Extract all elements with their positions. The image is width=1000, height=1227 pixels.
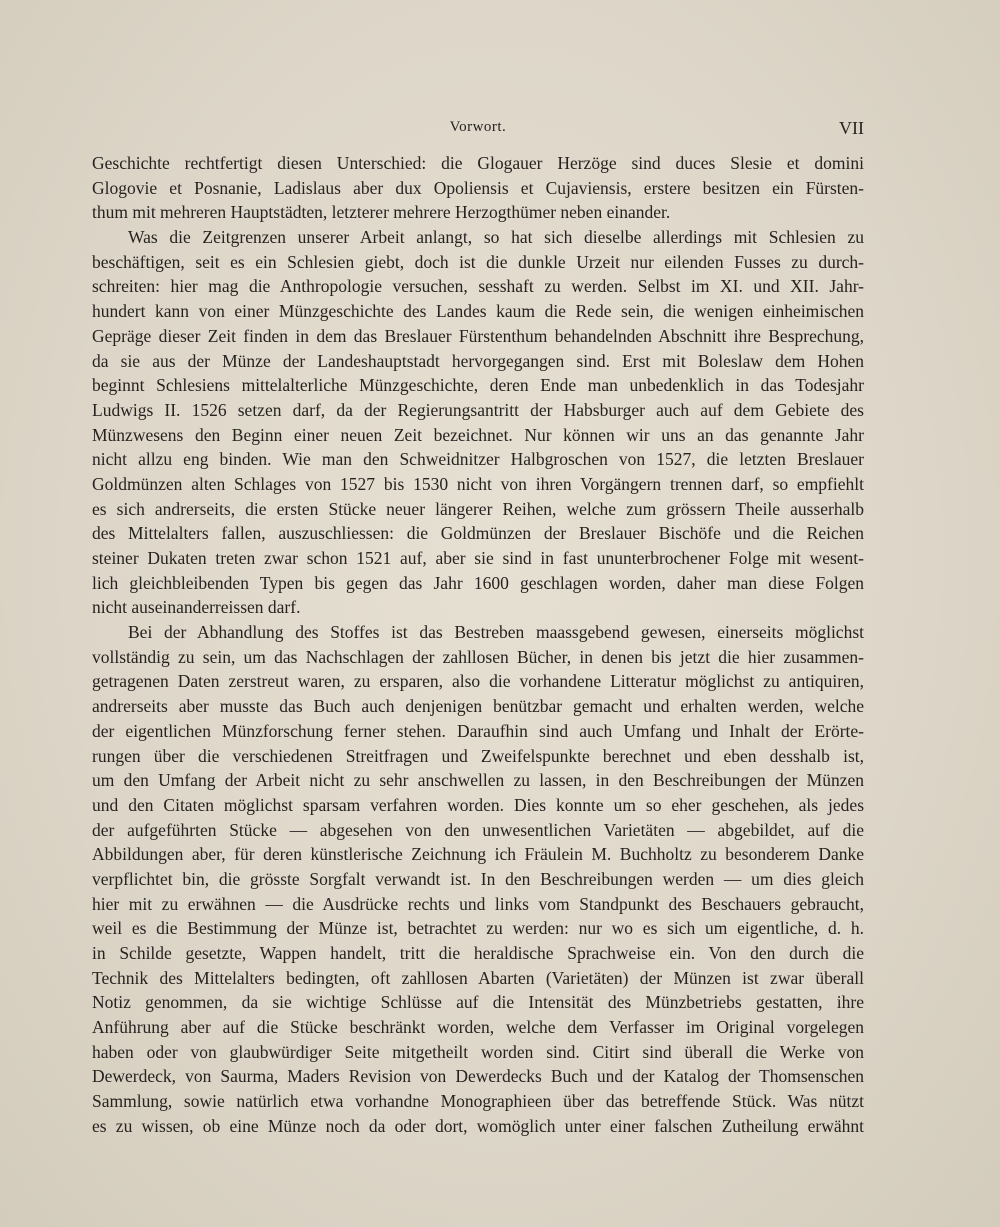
text-line: Dewerdeck, von Saurma, Maders Revision von Dewerdecks Buch und der Katalog der Thomsenschen [92,1066,864,1087]
text-line: lich gleichbleibenden Typen bis gegen das Jahr 1600 geschlagen worden, daher man diese Folgen [92,572,864,593]
page-header [92,119,864,141]
text-line: rungen über die verschiedenen Streitfragen und Zweifelspunkte berechnet und eben desshalb ist, [92,745,864,766]
text-line: Bei der Abhandlung des Stoffes ist das Bestreben maassgebend gewesen, einerseits möglichst [128,622,864,643]
text-line: es zu wissen, ob eine Münze noch da oder dort, womöglich unter einer falschen Zutheilung erwähnt [92,1115,864,1136]
text-line: der eigentlichen Münzforschung ferner stehen. Daraufhin sind auch Umfang und Inhalt der Erörte- [92,720,864,741]
text-line: andrerseits aber musste das Buch auch denjenigen benützbar gemacht und erhalten werden, welche [92,696,864,717]
text-line: Was die Zeitgrenzen unserer Arbeit anlangt, so hat sich dieselbe allerdings mit Schlesien zu [128,227,864,248]
text-line: Goldmünzen alten Schlages von 1527 bis 1530 nicht von ihren Vorgängern trennen darf, so empfiehlt [92,473,864,494]
text-line: getragenen Daten zerstreut waren, zu ersparen, also die vorhandene Litteratur möglichst zu antiquiren, [92,671,864,692]
text-line: hundert kann von einer Münzgeschichte des Landes kaum die Rede sein, die wenigen einheimischen [92,301,864,322]
text-line: Abbildungen aber, für deren künstlerische Zeichnung ich Fräulein M. Buchholtz zu besonderem Danke [92,844,864,865]
text-line: Sammlung, sowie natürlich etwa vorhandne Monographieen über das betreffende Stück. Was nützt [92,1091,864,1112]
text-line: schreiten: hier mag die Anthropologie versuchen, sesshaft zu werden. Selbst im XI. und XII. Jahr- [92,276,864,297]
text-line: beschäftigen, seit es ein Schlesien giebt, doch ist die dunkle Urzeit nur eilenden Fusses zu durch- [92,251,864,272]
body-text [92,151,864,1139]
text-line: Technik des Mittelalters bedingten, oft zahllosen Abarten (Varietäten) der Münzen ist zwar überall [92,967,864,988]
text-line: Geschichte rechtfertigt diesen Unterschied: die Glogauer Herzöge sind duces Slesie et domini [92,153,864,173]
text-line: in Schilde gesetzte, Wappen handelt, tritt die heraldische Sprachweise ein. Von den durch die [92,943,864,963]
text-line: Notiz genommen, da sie wichtige Schlüsse auf die Intensität des Münzbetriebs gestatten, ihre [92,992,864,1013]
text-line: thum mit mehreren Hauptstädten, letzterer mehrere Herzogthümer neben einander. [92,202,671,223]
text-line: nicht auseinanderreissen darf. [92,597,301,618]
text-line: nicht allzu eng binden. Wie man den Schweidnitzer Halbgroschen von 1527, die letzten Breslauer [92,449,864,470]
text-line: verpflichtet bin, die grösste Sorgfalt verwandt ist. In den Beschreibungen werden — um dies gleich [92,868,864,889]
text-line: um den Umfang der Arbeit nicht zu sehr anschwellen zu lassen, in den Beschreibungen der Münzen [92,770,864,791]
text-line: Glogovie et Posnanie, Ladislaus aber dux Opoliensis et Cujaviensis, erstere besitzen ein Fürsten- [92,177,864,198]
text-line: vollständig zu sein, um das Nachschlagen der zahllosen Bücher, in denen bis jetzt die hier zusammen- [92,646,864,667]
text-line: der aufgeführten Stücke — abgesehen von den unwesentlichen Varietäten — abgebildet, auf die [92,819,864,840]
text-line: hier mit zu erwähnen — die Ausdrücke rechts und links vom Standpunkt des Beschauers gebraucht, [92,893,864,914]
text-line: beginnt Schlesiens mittelalterliche Münzgeschichte, deren Ende man unbedenklich in das Todesjahr [92,375,864,396]
text-line: steiner Dukaten treten zwar schon 1521 auf, aber sie sind in fast ununterbrochener Folge mit wesent- [92,548,864,568]
running-title: Vorwort. [449,119,507,135]
text-line: Münzwesens den Beginn einer neuen Zeit bezeichnet. Nur können wir uns an das genannte Jahr [92,424,864,445]
text-line: und den Citaten möglichst sparsam verfahren worden. Dies konnte um so eher geschehen, als jedes [92,794,864,815]
text-line: des Mittelalters fallen, auszuschliessen: die Goldmünzen der Breslauer Bischöfe und die Reichen [92,523,864,544]
text-line: haben oder von glaubwürdiger Seite mitgetheilt worden sind. Citirt sind überall die Werke von [92,1041,864,1062]
text-line: da sie aus der Münze der Landeshauptstadt hervorgegangen sind. Erst mit Boleslaw dem Hohen [92,350,864,371]
page-number: VII [839,118,864,138]
text-line: Gepräge dieser Zeit finden in dem das Breslauer Fürstenthum behandelnden Abschnitt ihre Besprechung, [92,325,864,346]
text-line: es sich andrerseits, die ersten Stücke neuer längerer Reihen, welche zum grössern Theile ausserhalb [92,498,864,519]
text-line: Ludwigs II. 1526 setzen darf, da der Regierungsantritt der Habsburger auch auf dem Gebiete des [92,399,864,420]
text-line: weil es die Bestimmung der Münze ist, betrachtet zu werden: nur wo es sich um eigentliche, d. h. [92,918,864,939]
text-line: Anführung aber auf die Stücke beschränkt worden, welche dem Verfasser im Original vorgelegen [92,1017,864,1038]
